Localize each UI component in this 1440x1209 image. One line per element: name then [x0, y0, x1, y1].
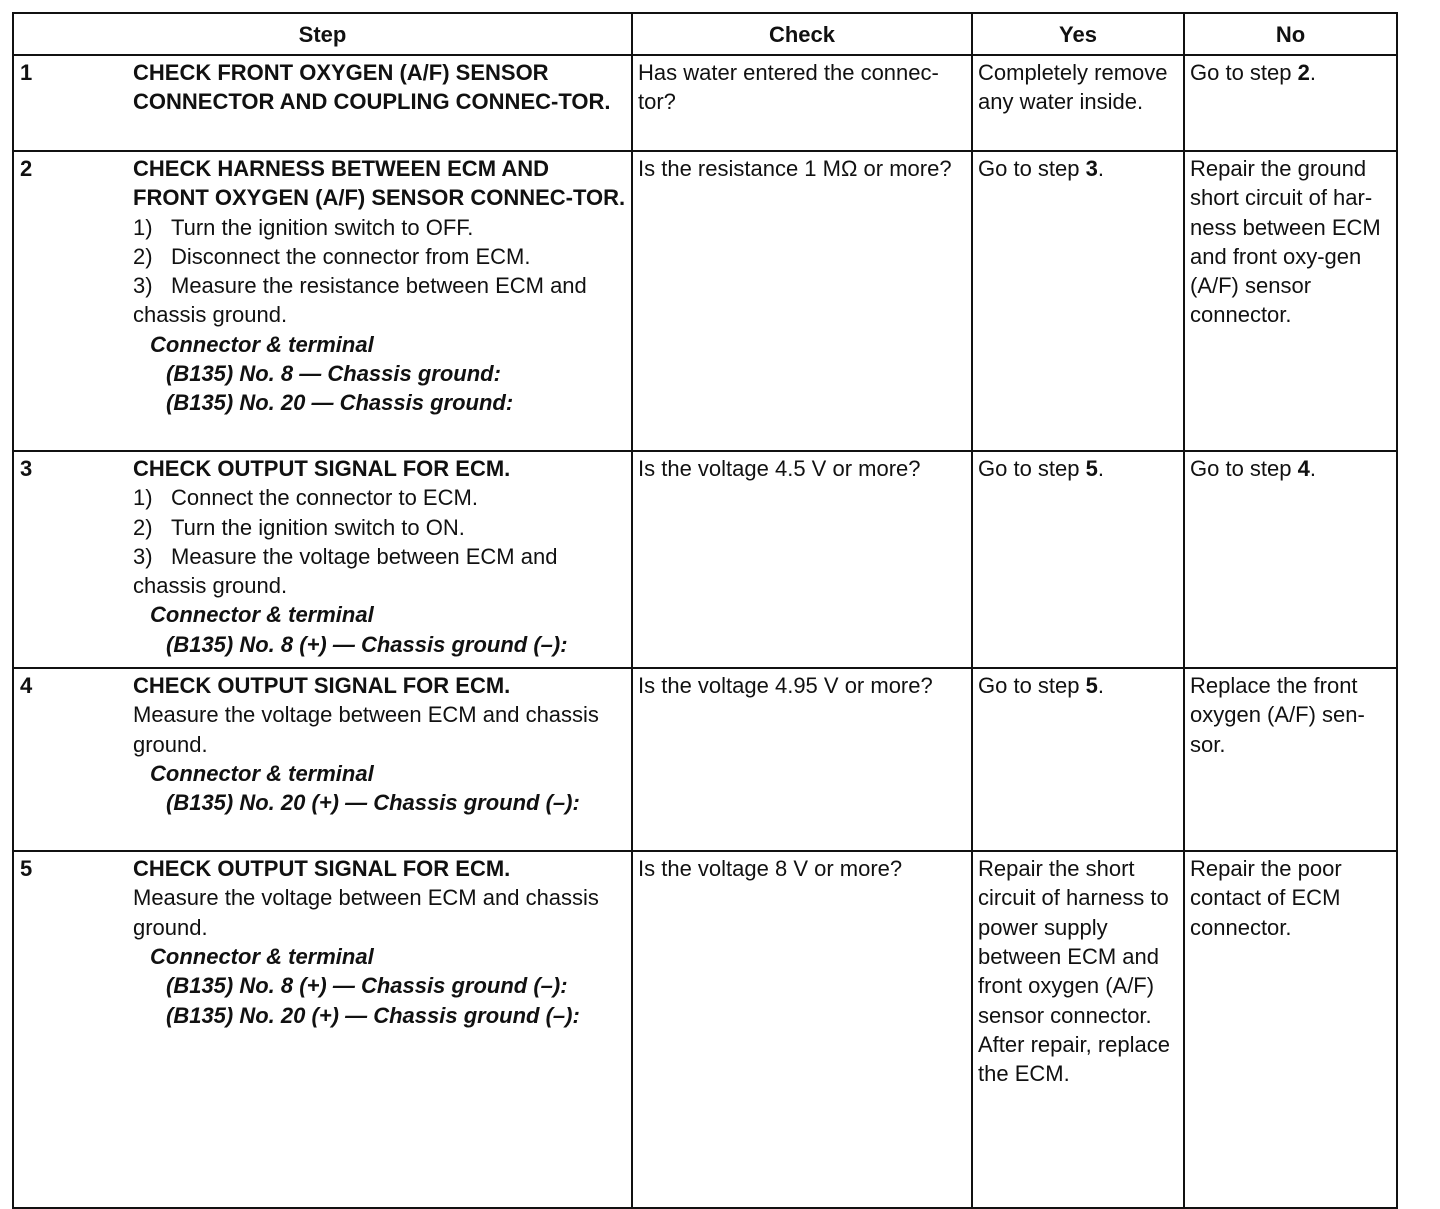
connector-terminal-item: (B135) No. 20 (+) — Chassis ground (–):	[166, 790, 580, 816]
yes-text: Go to step	[978, 673, 1086, 699]
header-no: No	[1184, 13, 1397, 55]
table-row	[13, 668, 1397, 851]
check-cell: Is the voltage 4.95 V or more?	[632, 668, 972, 851]
yes-step-ref: 3	[1085, 156, 1098, 181]
step-number: 4	[20, 673, 33, 699]
yes-suffix: .	[1097, 456, 1104, 481]
connector-terminal-label: Connector & terminal	[150, 760, 374, 786]
connector-terminal-label: Connector & terminal	[150, 602, 374, 628]
step-cell	[13, 55, 632, 151]
table-row	[13, 151, 1397, 451]
header-row	[13, 13, 1397, 55]
no-cell	[1184, 55, 1397, 151]
no-step-ref: 4	[1297, 456, 1310, 481]
connector-terminal-item: (B135) No. 8 (+) — Chassis ground (–):	[166, 973, 568, 999]
substep: 3) Measure the resistance between ECM and chassis ground.	[133, 273, 587, 328]
yes-suffix: .	[1097, 156, 1104, 181]
step-number: 3	[20, 456, 33, 481]
no-text: Go to step	[1190, 60, 1298, 85]
yes-cell	[972, 451, 1184, 668]
no-cell: Repair the poor contact of ECM connector.	[1184, 851, 1397, 1208]
no-cell: Repair the ground short circuit of har-ness between ECM and front oxy-gen (A/F) sensor connector.	[1184, 151, 1397, 451]
yes-cell: Repair the short circuit of harness to power supply between ECM and front oxygen (A/F) sensor connector. After repair, replace the ECM.	[972, 851, 1184, 1208]
connector-terminal-item: (B135) No. 20 (+) — Chassis ground (–):	[166, 1002, 580, 1028]
header-step: Step	[13, 13, 632, 55]
step-number: 5	[20, 856, 33, 882]
yes-text: Go to step	[978, 456, 1086, 481]
substep: 1) Connect the connector to ECM.	[133, 485, 478, 511]
step-number: 1	[20, 60, 33, 85]
step-title: CHECK OUTPUT SIGNAL FOR ECM.	[133, 856, 511, 882]
yes-step-ref: 5	[1085, 456, 1098, 481]
check-cell: Has water entered the connec-tor?	[632, 55, 972, 151]
step-cell	[13, 668, 632, 851]
step-title: CHECK FRONT OXYGEN (A/F) SENSOR CONNECTOR AND COUPLING CONNEC-TOR.	[133, 60, 611, 115]
yes-cell	[972, 668, 1184, 851]
yes-cell: Completely remove any water inside.	[972, 55, 1184, 151]
check-cell: Is the voltage 4.5 V or more?	[632, 451, 972, 668]
substep: 2) Turn the ignition switch to ON.	[133, 514, 465, 540]
step-cell	[13, 851, 632, 1208]
step-instruction: Measure the voltage between ECM and chassis ground.	[133, 702, 599, 757]
table-row	[13, 55, 1397, 151]
table-row	[13, 851, 1397, 1208]
substep: 1) Turn the ignition switch to OFF.	[133, 214, 474, 240]
no-text: Go to step	[1190, 456, 1298, 481]
yes-step-ref: 5	[1085, 673, 1098, 699]
yes-cell	[972, 151, 1184, 451]
no-cell	[1184, 451, 1397, 668]
connector-terminal-item: (B135) No. 8 — Chassis ground:	[166, 361, 501, 387]
connector-terminal-label: Connector & terminal	[150, 943, 374, 969]
step-cell	[13, 451, 632, 668]
substep: 2) Disconnect the connector from ECM.	[133, 243, 531, 269]
step-number: 2	[20, 156, 33, 181]
check-cell: Is the resistance 1 MΩ or more?	[632, 151, 972, 451]
step-title: CHECK OUTPUT SIGNAL FOR ECM.	[133, 456, 511, 481]
no-step-ref: 2	[1297, 60, 1310, 85]
no-suffix: .	[1309, 60, 1316, 85]
check-cell: Is the voltage 8 V or more?	[632, 851, 972, 1208]
yes-text: Go to step	[978, 156, 1086, 181]
header-check: Check	[632, 13, 972, 55]
yes-suffix: .	[1097, 673, 1104, 699]
table-row	[13, 451, 1397, 668]
step-title: CHECK HARNESS BETWEEN ECM AND FRONT OXYGEN (A/F) SENSOR CONNEC-TOR.	[133, 156, 626, 211]
substep: 3) Measure the voltage between ECM and chassis ground.	[133, 543, 558, 599]
connector-terminal-item: (B135) No. 8 (+) — Chassis ground (–):	[166, 631, 568, 657]
step-title: CHECK OUTPUT SIGNAL FOR ECM.	[133, 673, 511, 699]
header-yes: Yes	[972, 13, 1184, 55]
no-suffix: .	[1309, 456, 1316, 481]
step-cell	[13, 151, 632, 451]
diagnostic-table	[12, 12, 1398, 1209]
connector-terminal-label: Connector & terminal	[150, 331, 374, 357]
connector-terminal-item: (B135) No. 20 — Chassis ground:	[166, 390, 514, 416]
step-instruction: Measure the voltage between ECM and chassis ground.	[133, 885, 599, 940]
no-cell: Replace the front oxygen (A/F) sen-sor.	[1184, 668, 1397, 851]
